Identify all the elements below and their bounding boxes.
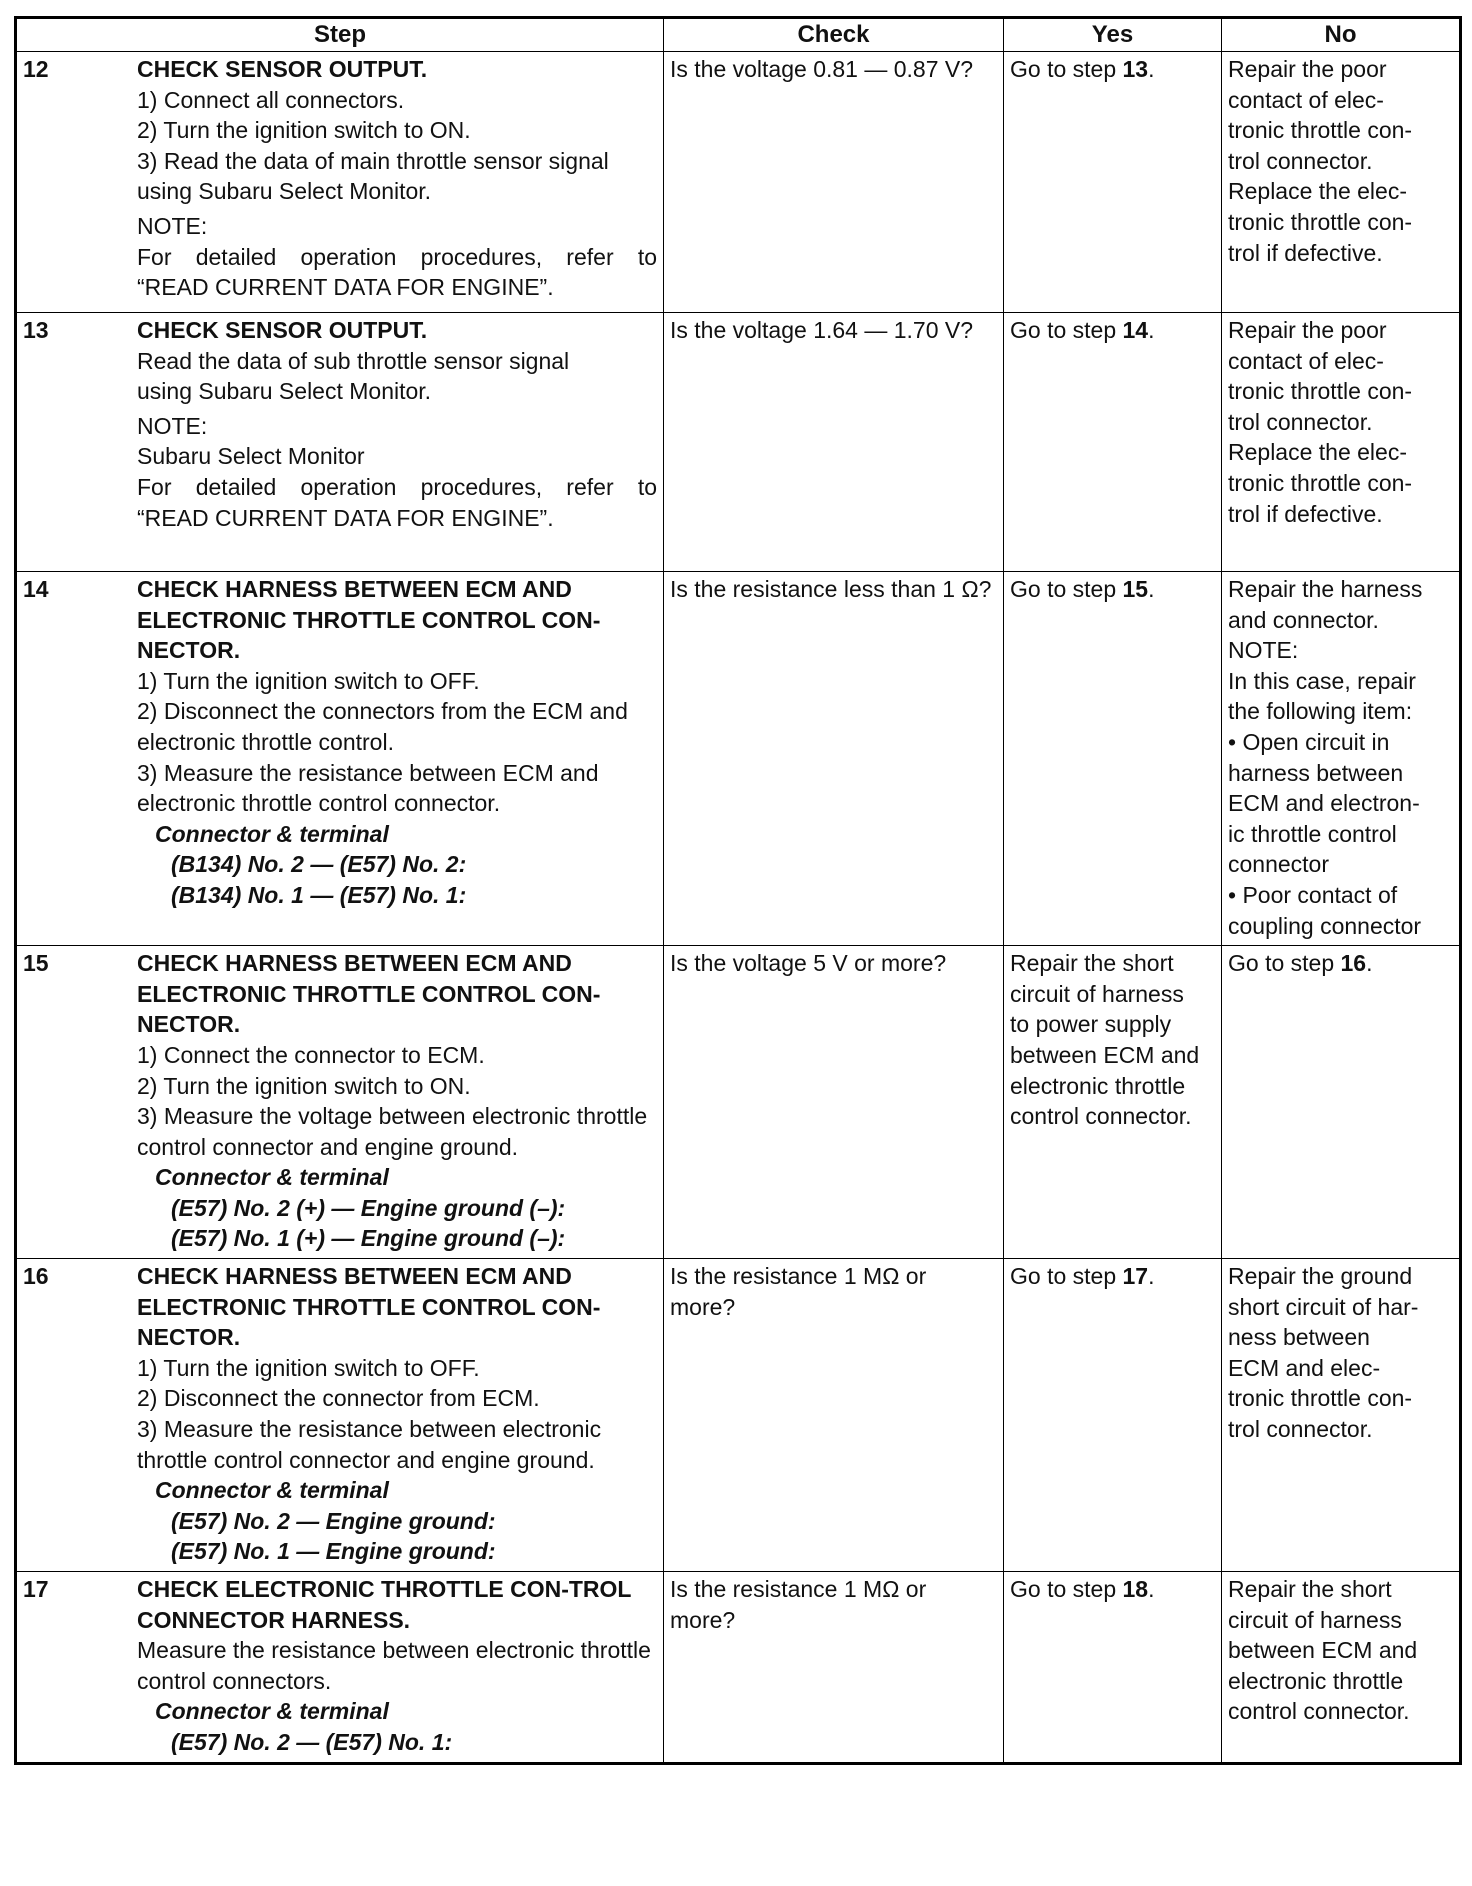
step-number: 12	[23, 56, 49, 82]
no-cell	[1222, 313, 1461, 572]
connector-terminal-item: (E57) No. 2 (+) — Engine ground (–):	[171, 1194, 566, 1221]
no-cell	[1222, 1572, 1461, 1764]
yes-step-ref: 18	[1122, 1576, 1149, 1602]
no-text-line: Repair the ground	[1228, 1263, 1413, 1290]
no-text-line: trol if defective.	[1228, 500, 1383, 527]
no-step-ref: 16	[1340, 950, 1367, 977]
step-instruction: 1) Connect the connector to ECM.	[137, 1041, 485, 1068]
yes-text: to power supply	[1010, 1011, 1172, 1038]
no-text-end: .	[1366, 950, 1373, 977]
step-title: CHECK HARNESS BETWEEN ECM AND ELECTRONIC THROTTLE CONTROL CON-NECTOR.	[137, 1263, 601, 1351]
yes-step-ref: 13	[1122, 56, 1149, 82]
yes-step-ref: 14	[1122, 317, 1149, 343]
note-label: NOTE:	[137, 212, 208, 239]
note-text: “READ CURRENT DATA FOR ENGINE”.	[137, 274, 554, 301]
no-text-line: control connector.	[1228, 1698, 1410, 1725]
yes-cell	[1004, 946, 1222, 1259]
header-yes: Yes	[1004, 18, 1222, 52]
yes-text: Go to step	[1010, 317, 1123, 343]
no-text-line: tronic throttle con-	[1228, 1385, 1413, 1412]
step-instruction: 3) Measure the voltage between electronic throttle control connector and engine ground.	[137, 1103, 648, 1160]
table-row	[16, 52, 1461, 313]
note-label: NOTE:	[137, 412, 208, 439]
header-step: Step	[16, 18, 664, 52]
step-cell	[16, 52, 664, 313]
connector-terminal-item: (E57) No. 2 — (E57) No. 1:	[171, 1728, 453, 1755]
no-cell	[1222, 52, 1461, 313]
connector-terminal-heading: Connector & terminal	[155, 1698, 389, 1725]
no-text-line: tronic throttle con-	[1228, 378, 1413, 405]
yes-text-end: .	[1148, 1263, 1155, 1290]
check-cell: Is the voltage 0.81 — 0.87 V?	[664, 52, 1004, 313]
no-text-line: Repair the short	[1228, 1576, 1392, 1602]
no-text-line: connector	[1228, 851, 1330, 878]
no-text-line: NOTE:	[1228, 637, 1299, 664]
step-title: CHECK SENSOR OUTPUT.	[137, 56, 428, 82]
check-cell: Is the voltage 5 V or more?	[664, 946, 1004, 1259]
yes-cell	[1004, 52, 1222, 313]
no-text-line: ECM and elec-	[1228, 1354, 1381, 1381]
no-text-line: • Poor contact of	[1228, 881, 1398, 908]
diagnostic-procedure-document	[14, 16, 1459, 1765]
no-text-line: ECM and electron-	[1228, 790, 1420, 817]
step-instruction: using Subaru Select Monitor.	[137, 378, 432, 405]
step-body	[137, 1261, 657, 1567]
table-row	[16, 1259, 1461, 1572]
no-text-line: Repair the harness	[1228, 576, 1423, 602]
yes-text: Go to step	[1010, 1576, 1123, 1602]
step-instruction: Measure the resistance between electronic throttle control connectors.	[137, 1637, 651, 1694]
table-row	[16, 1572, 1461, 1764]
no-text-line: trol connector.	[1228, 1416, 1373, 1443]
note-text: For detailed operation procedures, refer to	[137, 243, 657, 270]
no-text-line: trol if defective.	[1228, 239, 1383, 266]
no-text-line: contact of elec-	[1228, 347, 1384, 374]
yes-step-ref: 17	[1122, 1263, 1149, 1290]
step-title: CHECK ELECTRONIC THROTTLE CON-TROL CONNECTOR HARNESS.	[137, 1576, 632, 1633]
step-instruction: 3) Measure the resistance between electronic throttle control connector and engine ground.	[137, 1416, 602, 1473]
step-wrap	[23, 1261, 657, 1567]
yes-text: Go to step	[1010, 1263, 1123, 1290]
no-text-line: contact of elec-	[1228, 86, 1384, 113]
step-instruction: 2) Turn the ignition switch to ON.	[137, 1072, 471, 1099]
step-body	[137, 54, 657, 303]
no-text-line: trol connector.	[1228, 408, 1373, 435]
step-body	[137, 574, 657, 911]
connector-terminal-heading: Connector & terminal	[155, 820, 389, 847]
step-title: CHECK HARNESS BETWEEN ECM AND ELECTRONIC THROTTLE CONTROL CON-NECTOR.	[137, 950, 601, 1038]
no-text: Go to step	[1228, 950, 1341, 977]
no-text-line: tronic throttle con-	[1228, 469, 1413, 496]
step-body	[137, 1574, 657, 1758]
connector-terminal-heading: Connector & terminal	[155, 1477, 389, 1504]
connector-terminal-item: (E57) No. 1 — Engine ground:	[171, 1538, 496, 1565]
yes-cell	[1004, 1259, 1222, 1572]
step-wrap	[23, 948, 657, 1254]
no-text-line: coupling connector	[1228, 912, 1422, 939]
yes-cell	[1004, 313, 1222, 572]
table-row	[16, 572, 1461, 946]
step-instruction: 1) Turn the ignition switch to OFF.	[137, 667, 480, 694]
yes-text: Go to step	[1010, 576, 1123, 602]
no-cell	[1222, 1259, 1461, 1572]
yes-text-end: .	[1148, 56, 1155, 82]
no-text-line: circuit of harness	[1228, 1606, 1402, 1633]
no-text-line: short circuit of har-	[1228, 1293, 1419, 1320]
no-cell	[1222, 572, 1461, 946]
step-wrap	[23, 54, 657, 303]
step-instruction: 2) Disconnect the connector from ECM.	[137, 1385, 540, 1412]
step-instruction: 3) Measure the resistance between ECM and electronic throttle control connector.	[137, 759, 599, 817]
no-cell	[1222, 946, 1461, 1259]
yes-text: electronic throttle	[1010, 1072, 1186, 1099]
step-cell	[16, 313, 664, 572]
step-instruction: 2) Disconnect the connectors from the ECM and electronic throttle control.	[137, 698, 628, 755]
yes-text-end: .	[1148, 576, 1155, 602]
yes-text-end: .	[1148, 317, 1155, 343]
no-text-line: tronic throttle con-	[1228, 208, 1413, 235]
step-instruction: 1) Connect all connectors.	[137, 86, 405, 113]
yes-cell	[1004, 1572, 1222, 1764]
step-instruction: 2) Turn the ignition switch to ON.	[137, 117, 471, 144]
no-text-line: ness between	[1228, 1324, 1370, 1351]
step-body	[137, 948, 657, 1254]
yes-cell	[1004, 572, 1222, 946]
step-title: CHECK HARNESS BETWEEN ECM AND ELECTRONIC THROTTLE CONTROL CON-NECTOR.	[137, 576, 601, 664]
step-number: 16	[23, 1263, 49, 1290]
yes-text: Go to step	[1010, 56, 1123, 82]
no-text-line: Replace the elec-	[1228, 439, 1407, 466]
step-number: 13	[23, 317, 49, 343]
step-instruction: 3) Read the data of main throttle sensor signal using Subaru Select Monitor.	[137, 147, 609, 205]
yes-text: circuit of harness	[1010, 980, 1184, 1007]
connector-terminal-item: (B134) No. 1 — (E57) No. 1:	[171, 881, 467, 908]
check-cell: Is the resistance 1 MΩ or more?	[664, 1572, 1004, 1764]
table-body	[16, 52, 1461, 1764]
table-row	[16, 313, 1461, 572]
no-text-line: tronic throttle con-	[1228, 117, 1413, 144]
header-check: Check	[664, 18, 1004, 52]
step-body	[137, 315, 657, 533]
table-header-row	[16, 18, 1461, 52]
step-cell	[16, 572, 664, 946]
yes-step-ref: 15	[1122, 576, 1149, 602]
no-text-line: In this case, repair	[1228, 667, 1416, 694]
header-no: No	[1222, 18, 1461, 52]
connector-terminal-item: (B134) No. 2 — (E57) No. 2:	[171, 851, 467, 878]
no-text-line: ic throttle control	[1228, 820, 1397, 847]
yes-text: between ECM and	[1010, 1041, 1200, 1068]
note-text: For detailed operation procedures, refer to	[137, 473, 657, 500]
connector-terminal-item: (E57) No. 2 — Engine ground:	[171, 1507, 496, 1534]
yes-text: Repair the short	[1010, 950, 1174, 977]
step-cell	[16, 1572, 664, 1764]
no-text-line: harness between	[1228, 759, 1404, 786]
no-text-line: electronic throttle	[1228, 1667, 1404, 1694]
step-wrap	[23, 315, 657, 533]
step-title: CHECK SENSOR OUTPUT.	[137, 317, 428, 343]
step-instruction: 1) Turn the ignition switch to OFF.	[137, 1354, 480, 1381]
no-text-line: the following item:	[1228, 698, 1413, 725]
no-text-line: Repair the poor	[1228, 56, 1387, 82]
note-text: Subaru Select Monitor	[137, 443, 365, 470]
no-text-line: • Open circuit in	[1228, 728, 1390, 755]
step-instruction: Read the data of sub throttle sensor signal	[137, 347, 570, 374]
diagnostic-table	[14, 16, 1462, 1765]
table-row	[16, 946, 1461, 1259]
connector-terminal-item: (E57) No. 1 (+) — Engine ground (–):	[171, 1225, 566, 1252]
yes-text: control connector.	[1010, 1103, 1192, 1130]
no-text-line: trol connector.	[1228, 147, 1373, 174]
check-cell: Is the resistance less than 1 Ω?	[664, 572, 1004, 946]
step-wrap	[23, 1574, 657, 1758]
step-cell	[16, 1259, 664, 1572]
step-number: 15	[23, 950, 49, 977]
yes-text-end: .	[1148, 1576, 1155, 1602]
check-cell: Is the voltage 1.64 — 1.70 V?	[664, 313, 1004, 572]
check-cell: Is the resistance 1 MΩ or more?	[664, 1259, 1004, 1572]
step-wrap	[23, 574, 657, 911]
connector-terminal-heading: Connector & terminal	[155, 1164, 389, 1191]
no-text-line: Repair the poor	[1228, 317, 1387, 343]
no-text-line: and connector.	[1228, 606, 1379, 633]
step-number: 17	[23, 1576, 49, 1602]
no-text-line: Replace the elec-	[1228, 178, 1407, 205]
no-text-line: between ECM and	[1228, 1637, 1418, 1664]
note-text: “READ CURRENT DATA FOR ENGINE”.	[137, 504, 554, 531]
step-cell	[16, 946, 664, 1259]
step-number: 14	[23, 576, 49, 602]
